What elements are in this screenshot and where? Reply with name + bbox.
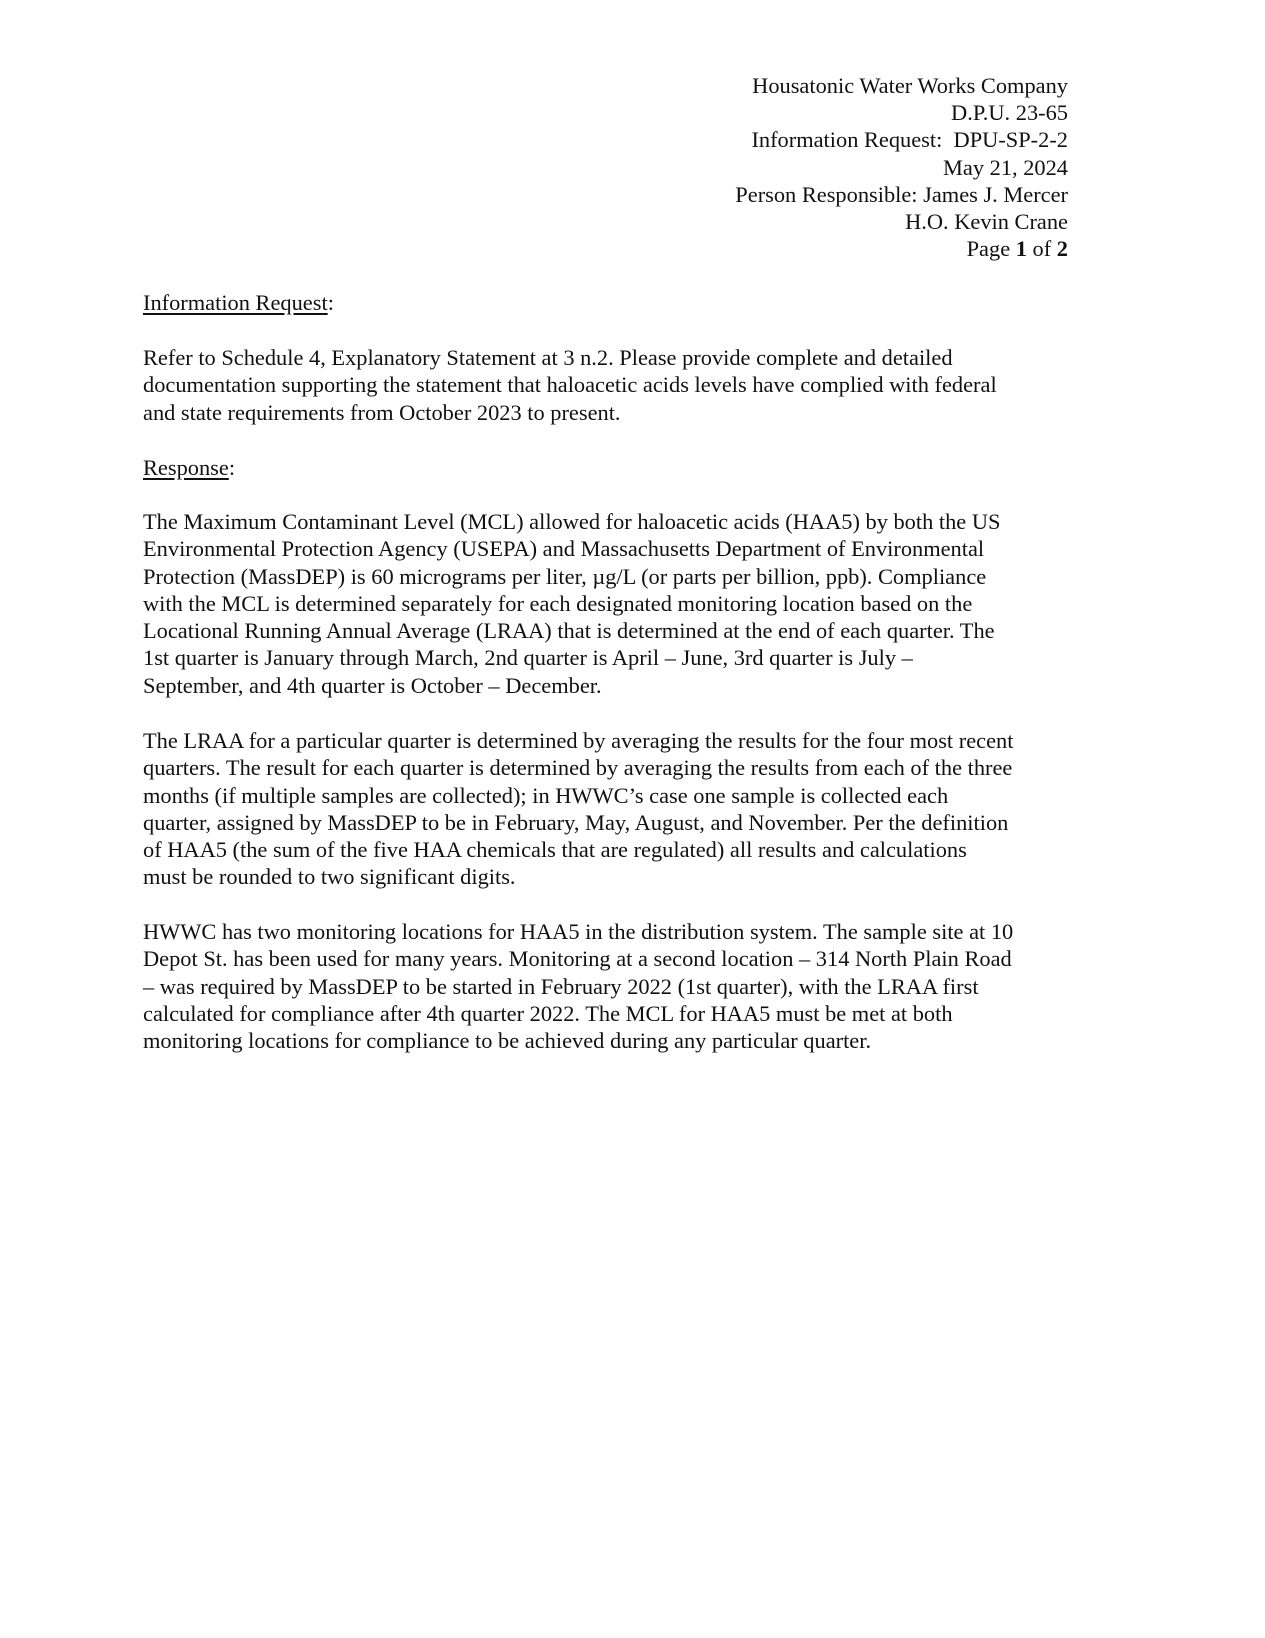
page-prefix: Page <box>966 236 1016 262</box>
text-line: must be rounded to two significant digits. <box>143 864 516 890</box>
document-date: May 21, 2024 <box>942 154 1068 180</box>
text-line: documentation supporting the statement that haloacetic acids levels have complied with federal <box>143 372 997 398</box>
text-line: months (if multiple samples are collected); in HWWC’s case one sample is collected each <box>143 782 949 808</box>
text-line: Environmental Protection Agency (USEPA) and Massachusetts Department of Environmental <box>143 536 985 562</box>
text-line: quarters. The result for each quarter is determined by averaging the results from each of the three <box>143 755 1013 781</box>
text-line: Depot St. has been used for many years. Monitoring at a second location – 314 North Plain Road <box>143 946 1012 972</box>
request-id: Information Request: DPU-SP-2-2 <box>751 127 1068 153</box>
text-line: with the MCL is determined separately for each designated monitoring location based on the <box>143 590 973 616</box>
request-text <box>143 344 997 426</box>
text-line: Refer to Schedule 4, Explanatory Statement at 3 n.2. Please provide complete and detailed <box>143 345 953 370</box>
document-header <box>735 72 1068 262</box>
text-line: monitoring locations for compliance to be achieved during any particular quarter. <box>143 1028 872 1054</box>
docket-number: D.P.U. 23-65 <box>951 100 1068 126</box>
text-line: Protection (MassDEP) is 60 micrograms per liter, µg/L (or parts per billion, ppb). Compliance <box>143 563 987 589</box>
response-heading-text: Response <box>143 455 229 480</box>
text-line: and state requirements from October 2023 to present. <box>143 399 621 425</box>
text-line: quarter, assigned by MassDEP to be in February, May, August, and November. Per the definition <box>143 809 1009 835</box>
company-name: Housatonic Water Works Company <box>752 73 1068 98</box>
text-line: Locational Running Annual Average (LRAA) that is determined at the end of each quarter. The <box>143 618 995 644</box>
response-paragraph-2 <box>143 727 1013 891</box>
text-line: September, and 4th quarter is October – December. <box>143 672 602 698</box>
hearing-officer: H.O. Kevin Crane <box>905 209 1068 235</box>
text-line: of HAA5 (the sum of the five HAA chemicals that are regulated) all results and calculations <box>143 837 967 863</box>
page-current: 1 <box>1015 236 1027 262</box>
request-heading-text: Information Request <box>143 290 328 315</box>
response-heading: Response: <box>143 455 236 480</box>
text-line: HWWC has two monitoring locations for HAA5 in the distribution system. The sample site at 10 <box>143 919 1014 944</box>
page-total: 2 <box>1056 236 1068 262</box>
page-of: of <box>1026 236 1057 262</box>
text-line: The Maximum Contaminant Level (MCL) allowed for haloacetic acids (HAA5) by both the US <box>143 509 1001 534</box>
text-line: calculated for compliance after 4th quarter 2022. The MCL for HAA5 must be met at both <box>143 1000 953 1026</box>
response-paragraph-1 <box>143 508 1000 699</box>
person-responsible: Person Responsible: James J. Mercer <box>735 181 1068 207</box>
response-paragraph-3 <box>143 918 1013 1054</box>
page-number <box>735 235 1068 262</box>
text-line: – was required by MassDEP to be started in February 2022 (1st quarter), with the LRAA first <box>143 973 979 999</box>
text-line: The LRAA for a particular quarter is determined by averaging the results for the four most recent <box>143 728 1014 753</box>
text-line: 1st quarter is January through March, 2nd quarter is April – June, 3rd quarter is July – <box>143 645 913 671</box>
request-heading: Information Request: <box>143 290 334 315</box>
